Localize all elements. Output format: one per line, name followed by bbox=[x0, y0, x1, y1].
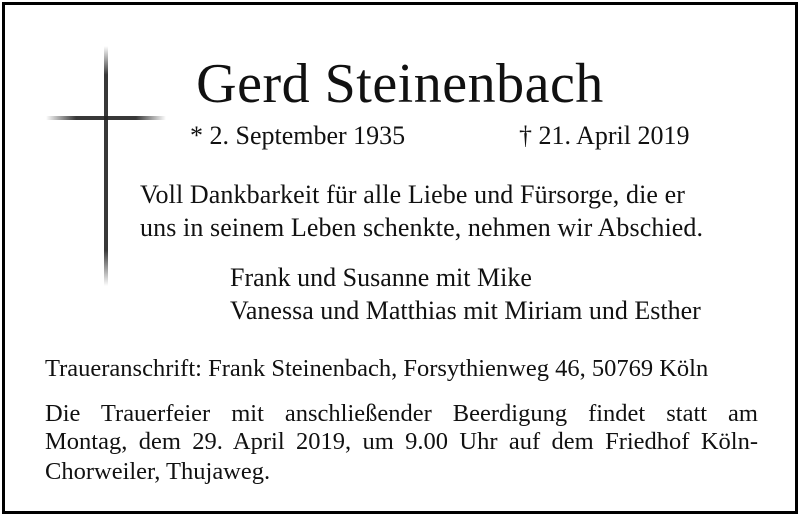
ceremony-line-1: Die Trauerfeier mit anschließender Beerdigung findet statt am bbox=[45, 400, 758, 427]
message-line-1: Voll Dankbarkeit für alle Liebe und Fürsorge, die er bbox=[140, 180, 686, 209]
family-line-2: Vanessa und Matthias mit Miriam und Esther bbox=[230, 296, 701, 325]
message-line-2: uns in seinem Leben schenkte, nehmen wir Abschied. bbox=[140, 213, 704, 242]
birth-date: * 2. September 1935 bbox=[190, 121, 406, 150]
death-date: † 21. April 2019 bbox=[519, 121, 690, 150]
family-line-1: Frank und Susanne mit Mike bbox=[230, 263, 532, 292]
deceased-name: Gerd Steinenbach bbox=[196, 53, 604, 115]
ceremony-line-3: Chorweiler, Thujaweg. bbox=[45, 458, 271, 485]
mourning-address: Traueranschrift: Frank Steinenbach, Forsythienweg 46, 50769 Köln bbox=[45, 355, 709, 382]
ceremony-line-2: Montag, dem 29. April 2019, um 9.00 Uhr auf dem Friedhof Köln- bbox=[45, 428, 758, 455]
